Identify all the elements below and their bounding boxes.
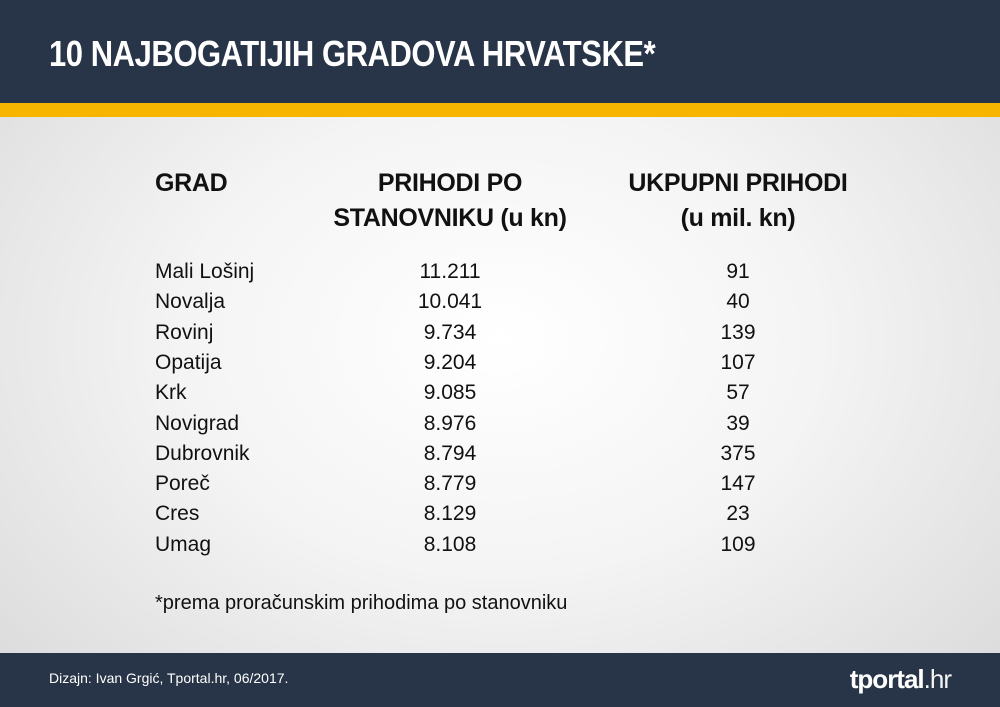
cell-grad: Umag bbox=[155, 532, 212, 556]
cell-prihodi-po-stanovniku: 8.108 bbox=[423, 532, 477, 556]
table-row bbox=[0, 409, 1000, 439]
cell-prihodi-po-stanovniku: 8.129 bbox=[423, 502, 477, 526]
cell-ukupni-prihodi: 40 bbox=[726, 290, 750, 314]
footnote: *prema proračunskim prihodima po stanovniku bbox=[155, 592, 568, 614]
table-row bbox=[0, 318, 1000, 348]
table-row bbox=[0, 469, 1000, 499]
table-row bbox=[0, 348, 1000, 378]
cell-prihodi-po-stanovniku: 8.779 bbox=[423, 472, 477, 496]
footer-bar bbox=[0, 653, 1000, 707]
design-credit: Dizajn: Ivan Grgić, Tportal.hr, 06/2017. bbox=[49, 670, 289, 686]
cell-grad: Rovinj bbox=[155, 320, 214, 344]
cell-prihodi-po-stanovniku: 9.734 bbox=[423, 320, 477, 344]
cell-grad: Novigrad bbox=[155, 411, 240, 435]
logo-text: tportal bbox=[849, 664, 924, 694]
cell-prihodi-po-stanovniku: 9.204 bbox=[423, 350, 477, 374]
table-row bbox=[0, 378, 1000, 408]
cell-grad: Cres bbox=[155, 502, 200, 526]
cell-prihodi-po-stanovniku: 8.794 bbox=[423, 441, 477, 465]
logo-domain: .hr bbox=[923, 664, 951, 694]
table-row bbox=[0, 530, 1000, 560]
table-row bbox=[0, 499, 1000, 529]
cell-grad: Mali Lošinj bbox=[155, 260, 255, 283]
cell-grad: Krk bbox=[155, 381, 187, 405]
cell-grad: Dubrovnik bbox=[155, 441, 250, 465]
cell-ukupni-prihodi: 147 bbox=[720, 472, 756, 496]
page-title: 10 NAJBOGATIJIH GRADOVA HRVATSKE* bbox=[49, 33, 656, 74]
cell-ukupni-prihodi: 39 bbox=[726, 411, 750, 435]
column-header-prihodi-po-stanovniku: PRIHODI PO STANOVNIKU (u kn) bbox=[333, 169, 567, 232]
table-row bbox=[0, 287, 1000, 317]
cell-grad: Novalja bbox=[155, 290, 226, 314]
cell-ukupni-prihodi: 109 bbox=[720, 532, 756, 556]
cell-ukupni-prihodi: 57 bbox=[726, 381, 750, 405]
cell-prihodi-po-stanovniku: 10.041 bbox=[417, 290, 483, 314]
cell-prihodi-po-stanovniku: 11.211 bbox=[419, 260, 481, 283]
cell-grad: Poreč bbox=[155, 472, 210, 496]
cell-ukupni-prihodi: 107 bbox=[720, 350, 756, 374]
cell-ukupni-prihodi: 375 bbox=[720, 441, 756, 465]
column-header-grad: GRAD bbox=[155, 169, 228, 197]
cell-ukupni-prihodi: 91 bbox=[726, 260, 750, 283]
cell-ukupni-prihodi: 23 bbox=[726, 502, 750, 526]
table-row bbox=[0, 257, 1000, 287]
cell-ukupni-prihodi: 139 bbox=[720, 320, 756, 344]
cell-prihodi-po-stanovniku: 9.085 bbox=[423, 381, 477, 405]
tportal-logo bbox=[850, 664, 951, 695]
column-header-ukupni-prihodi: UKPUPNI PRIHODI (u mil. kn) bbox=[628, 169, 848, 232]
table-row bbox=[0, 439, 1000, 469]
cell-prihodi-po-stanovniku: 8.976 bbox=[423, 411, 477, 435]
cell-grad: Opatija bbox=[155, 350, 222, 374]
